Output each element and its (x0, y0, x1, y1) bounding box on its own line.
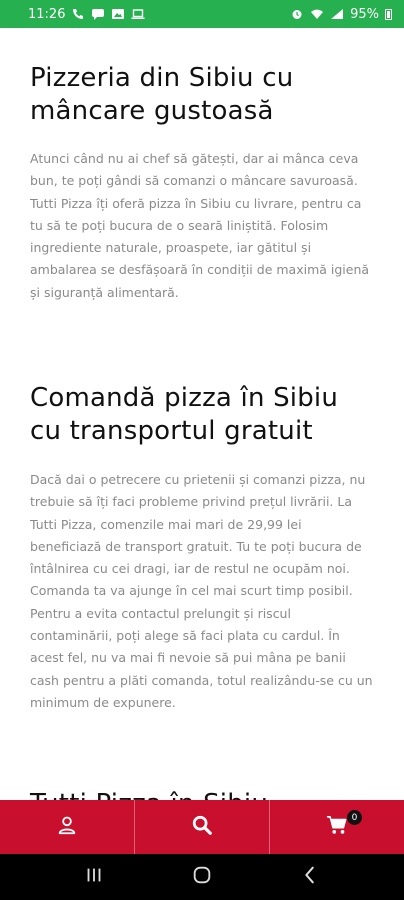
status-bar (0, 0, 404, 28)
section-text: Dacă dai o petrecere cu prietenii și comanzi pizza, nu trebuie să îți faci probleme privind prețul livrării. La Tutti Pizza, comenzile mai mari de 29,99 lei beneficiază de transport gratuit. Tu te poți bucura de întâlnirea cu cei dragi, iar de restul ne ocupăm noi. Comanda ta va ajunge în cel mai scurt timp posibil. Pentru a evita contactul prelungit și riscul contaminării, poți alege să faci plata cu cardul. În acest fel, nu va mai fi nevoie să pui mâna pe banii cash pentru a plăti comanda, totul realizându-se cu un minimum de expunere. (30, 472, 373, 710)
section-title: Pizzeria din Sibiu cu mâncare gustoasă (30, 63, 294, 126)
status-time: 11:26 (28, 6, 66, 22)
phone-icon (71, 8, 85, 20)
section-transport (0, 382, 404, 714)
status-right (290, 7, 392, 22)
laptop-icon (131, 8, 145, 20)
status-left (28, 7, 145, 22)
cart-icon (326, 814, 348, 840)
wifi-icon (310, 8, 324, 20)
bottom-nav (0, 800, 404, 854)
user-icon (56, 814, 78, 840)
chat-icon (91, 8, 105, 20)
system-nav-bar (0, 854, 404, 900)
cart-button[interactable] (270, 800, 404, 854)
cart-count-badge: 0 (347, 810, 362, 825)
back-icon[interactable] (299, 864, 321, 890)
home-icon[interactable] (191, 864, 213, 890)
battery-icon (385, 9, 392, 20)
account-button[interactable] (0, 800, 135, 854)
search-button[interactable] (135, 800, 270, 854)
battery-percent: 95% (350, 6, 379, 22)
image-icon (111, 8, 125, 20)
alarm-icon (290, 8, 304, 20)
signal-icon (330, 8, 344, 20)
section-text: Atunci când nu ai chef să gătești, dar ai mânca ceva bun, te poți gândi să comanzi o mâncare savuroasă. Tutti Pizza îți oferă pizza în Sibiu cu livrare, pentru ca tu să te poți bucura de o seară liniștită. Folosim ingrediente naturale, proaspete, iar gătitul și ambalarea se desfășoară în condiții de maximă igienă și siguranță alimentară. (30, 151, 370, 300)
recents-icon[interactable] (83, 864, 105, 890)
section-title: Comandă pizza în Sibiu cu transportul gratuit (30, 383, 339, 446)
search-icon (191, 814, 213, 840)
page-content[interactable] (0, 28, 404, 800)
section-pizzeria (0, 62, 404, 304)
